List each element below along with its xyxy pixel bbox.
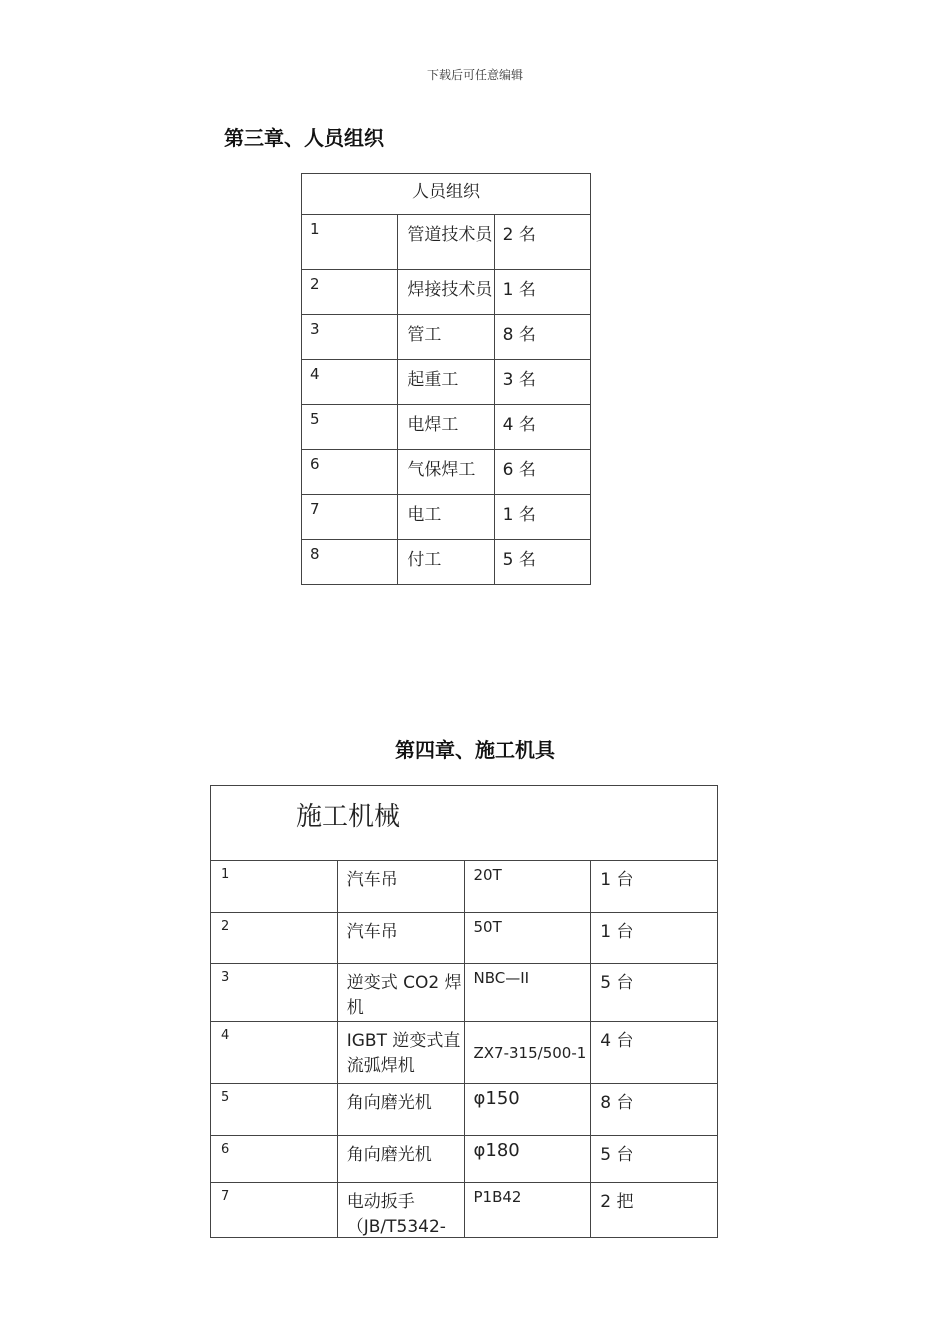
- table-row: [302, 450, 591, 495]
- table-row: [211, 1084, 718, 1136]
- role-cell: 付工: [398, 540, 494, 585]
- equipment-name-cell: 电动扳手（JB/T5342-: [337, 1183, 464, 1238]
- table-row: [302, 315, 591, 360]
- count-cell: 5 名: [494, 540, 590, 585]
- count-cell: 1 名: [494, 495, 590, 540]
- model-cell: φ150: [464, 1084, 591, 1136]
- count-cell: 1 名: [494, 270, 590, 315]
- count-cell: 8 名: [494, 315, 590, 360]
- count-cell: 5 台: [591, 1136, 718, 1183]
- role-cell: 焊接技术员: [398, 270, 494, 315]
- page-header-note: 下载后可任意编辑: [426, 68, 523, 82]
- count-cell: 1 台: [591, 861, 718, 913]
- row-number: 3: [211, 964, 338, 1022]
- chapter4-title: 第四章、施工机具: [395, 738, 555, 762]
- table-row: [302, 270, 591, 315]
- model-cell: 50T: [464, 913, 591, 964]
- role-cell: 管工: [398, 315, 494, 360]
- role-cell: 管道技术员: [398, 215, 494, 270]
- row-number: 6: [302, 450, 398, 495]
- personnel-caption-row: [302, 174, 591, 215]
- row-number: 3: [302, 315, 398, 360]
- count-cell: 1 台: [591, 913, 718, 964]
- model-cell: NBC—II: [464, 964, 591, 1022]
- table-row: [211, 861, 718, 913]
- row-number: 7: [302, 495, 398, 540]
- machinery-table-caption: 施工机械: [211, 786, 718, 861]
- row-number: 5: [302, 405, 398, 450]
- table-row: [211, 964, 718, 1022]
- role-cell: 电焊工: [398, 405, 494, 450]
- table-row: [302, 540, 591, 585]
- equipment-name-cell: 角向磨光机: [337, 1136, 464, 1183]
- equipment-name-cell: 逆变式 CO2 焊机: [337, 964, 464, 1022]
- equipment-name-cell: IGBT 逆变式直流弧焊机: [337, 1022, 464, 1084]
- machinery-table: [210, 785, 718, 1238]
- equipment-name-cell: 汽车吊: [337, 861, 464, 913]
- model-cell: ZX7-315/500-1: [464, 1022, 591, 1084]
- count-cell: 8 台: [591, 1084, 718, 1136]
- row-number: 2: [211, 913, 338, 964]
- table-row: [211, 913, 718, 964]
- row-number: 5: [211, 1084, 338, 1136]
- row-number: 8: [302, 540, 398, 585]
- row-number: 2: [302, 270, 398, 315]
- equipment-name-cell: 汽车吊: [337, 913, 464, 964]
- role-cell: 电工: [398, 495, 494, 540]
- row-number: 1: [302, 215, 398, 270]
- equipment-name-cell: 角向磨光机: [337, 1084, 464, 1136]
- count-cell: 2 把: [591, 1183, 718, 1238]
- role-cell: 起重工: [398, 360, 494, 405]
- model-cell: 20T: [464, 861, 591, 913]
- personnel-table: [301, 173, 591, 585]
- table-row: [302, 495, 591, 540]
- table-row: [302, 360, 591, 405]
- row-number: 1: [211, 861, 338, 913]
- count-cell: 3 名: [494, 360, 590, 405]
- table-row: [211, 1183, 718, 1238]
- count-cell: 6 名: [494, 450, 590, 495]
- personnel-table-caption: 人员组织: [302, 174, 591, 215]
- row-number: 6: [211, 1136, 338, 1183]
- row-number: 4: [302, 360, 398, 405]
- chapter3-title: 第三章、人员组织: [224, 126, 384, 150]
- model-cell: P1B42: [464, 1183, 591, 1238]
- count-cell: 4 台: [591, 1022, 718, 1084]
- count-cell: 2 名: [494, 215, 590, 270]
- table-row: [211, 1136, 718, 1183]
- role-cell: 气保焊工: [398, 450, 494, 495]
- model-cell: φ180: [464, 1136, 591, 1183]
- count-cell: 4 名: [494, 405, 590, 450]
- count-cell: 5 台: [591, 964, 718, 1022]
- machinery-caption-row: [211, 786, 718, 861]
- table-row: [302, 405, 591, 450]
- row-number: 7: [211, 1183, 338, 1238]
- table-row: [302, 215, 591, 270]
- table-row: [211, 1022, 718, 1084]
- row-number: 4: [211, 1022, 338, 1084]
